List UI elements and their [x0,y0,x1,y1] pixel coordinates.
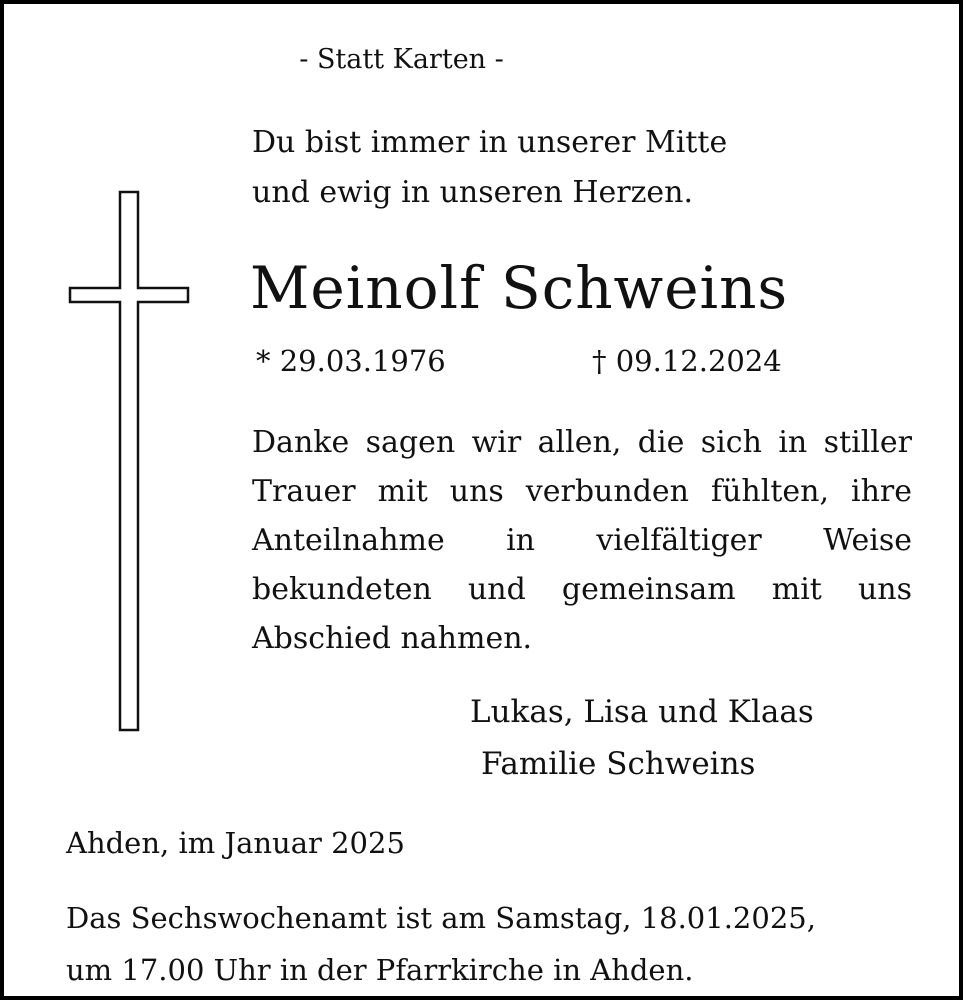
birth-date: * 29.03.1976 [256,344,446,378]
message-line: bekundeten und gemeinsam mit uns [252,572,912,607]
deceased-name: Meinolf Schweins [250,254,789,322]
header-note [4,44,959,75]
place-date: Ahden, im Januar 2025 [66,826,405,860]
service-line-1: Das Sechswochenamt ist am Samstag, 18.01.2025, [66,901,816,935]
service-line-2: um 17.00 Uhr in der Pfarrkirche in Ahden. [66,953,694,987]
quote [252,118,727,218]
message-line: Danke sagen wir allen, die sich in stiller [252,425,912,460]
quote-line-2: und ewig in unseren Herzen. [252,175,694,210]
quote-line-1: Du bist immer in unserer Mitte [252,125,728,160]
message-line: Anteilnahme in vielfältiger Weise [252,523,912,558]
signature-family: Familie Schweins [481,746,756,782]
message-line: Trauer mit uns verbunden fühlten, ihre [252,474,912,509]
death-date: † 09.12.2024 [592,344,782,378]
message-line: Abschied nahmen. [252,621,533,656]
signature-names: Lukas, Lisa und Klaas [470,694,814,730]
thanks-message [252,418,912,663]
service-info [66,892,816,996]
header-text: - Statt Karten - [299,44,504,75]
cross-icon [68,190,190,732]
